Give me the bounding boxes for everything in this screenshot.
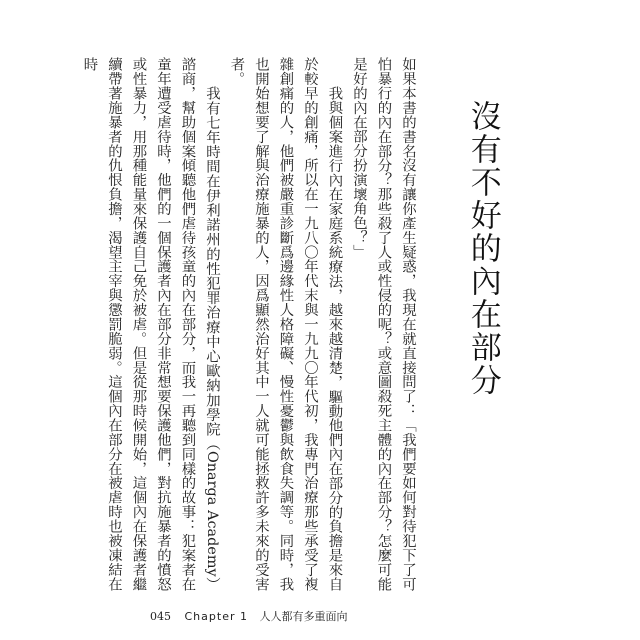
chapter-label: Chapter 1 (184, 610, 248, 623)
paragraph-1: 如果本書的書名沒有讓你產生疑惑，我現在就直接問了：「我們要如何對待犯下了可怕暴行的內在部分？那些殺了人或性侵的呢？或意圖殺死主體的內在部分？怎麼可能是好的內在部分扮演壞角色？」 (351, 57, 416, 591)
body-text (77, 57, 420, 591)
paragraph-2: 我與個案進行內在家庭系統療法，越來越清楚，驅動他們內在部分的負擔是來自於較早的創痛，所以在一九八〇年代末與一九九〇年代初，我專門治療那些承受了複雜創痛的人，他們被嚴重診斷爲邊緣性人格障礙、慢性憂鬱與飲食失調等。同時，我也開始想要了解與治療施暴的人，因爲顯然治好其中一人就可能拯救許多未來的受害者。 (228, 57, 343, 591)
chapter-title: 人人都有多重面向 (259, 610, 348, 623)
paragraph-3: 我有七年時間在伊利諾州的性犯罪治療中心歐納加學院（Onarga Academy）諮商，幫助個案傾聽他們虐待孩童的內在部分，而我一再聽到同樣的故事：犯案者在童年遭受虐待時，他們的一個保護者內在部分非常想要保護他們，對抗施暴者的憤怒或性暴力，用那種能量來保護自己免於被虐。但是從那時候開始，這個內在保護者繼續帶著施暴者的仇恨負擔，渴望主宰與懲罰脆弱。這個內在部分在被虐時也被凍結在時 (81, 57, 220, 591)
page-number: 045 (150, 610, 171, 623)
chapter-section-title: 沒有不好的內在部分 (464, 100, 501, 397)
page-footer (150, 608, 347, 624)
